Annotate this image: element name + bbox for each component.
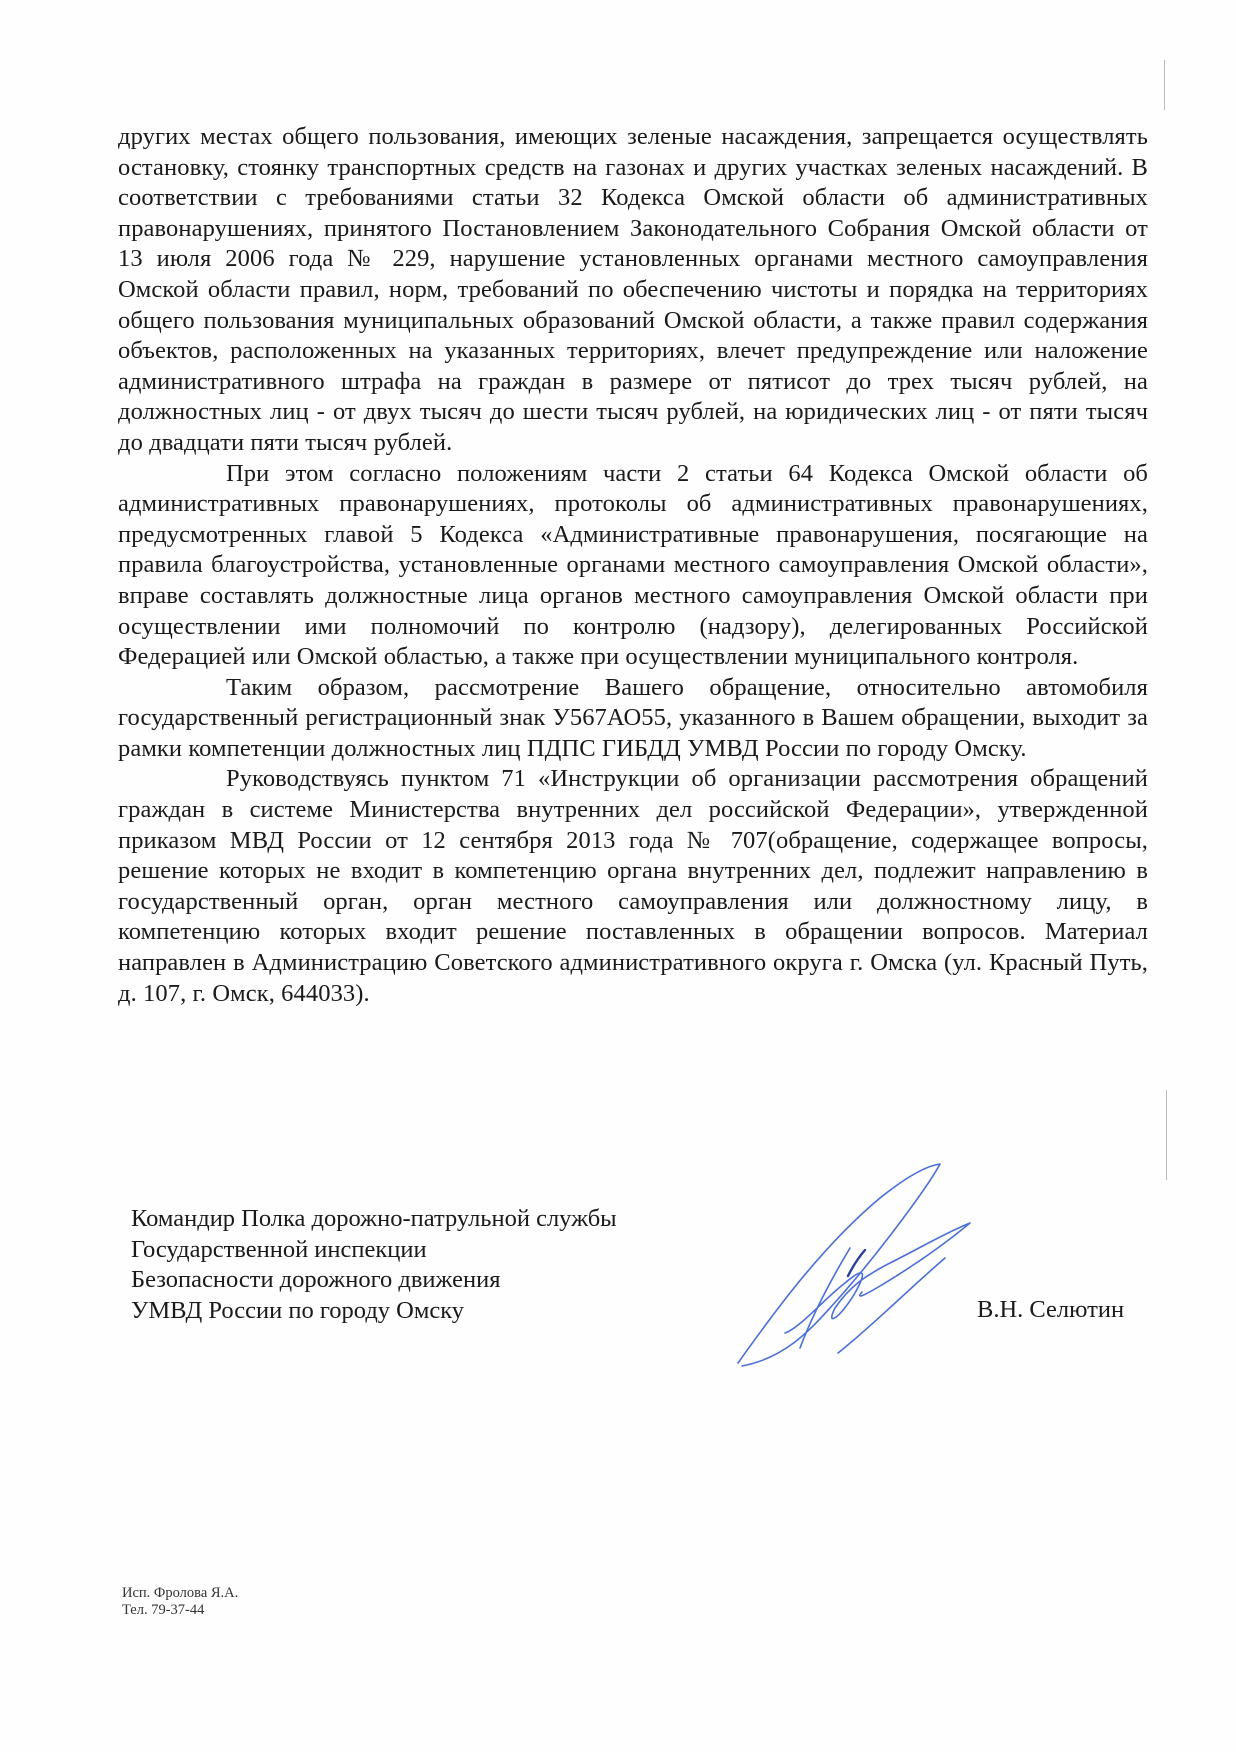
handwritten-signature-icon bbox=[730, 1158, 980, 1378]
executor-info bbox=[122, 1585, 238, 1619]
paragraph-referral: Руководствуясь пунктом 71 «Инструкции об организации рассмотрения обращений граждан в системе Министерства внутренних дел российской Федерации», утвержденной приказом МВД России от 12 сентября 2013 года № 707(обращение, содержащее вопросы, решение которых не входит в компетенцию органа внутренних дел, подлежит направлению в государственный орган, орган местного самоуправления или должностному лицу, в компетенцию которых входит решение поставленных в обращении вопросов. Материал направлен в Администрацию Советского административного округа г. Омска (ул. Красный Путь, д. 107, г. Омск, 644033). bbox=[118, 765, 1148, 1007]
position-line: Государственной инспекции bbox=[131, 1235, 427, 1263]
position-line: Командир Полка дорожно-патрульной службы bbox=[131, 1205, 617, 1232]
paragraph-conclusion: Таким образом, рассмотрение Вашего обращение, относительно автомобиля государственный регистрационный знак У567АО55, указанного в Вашем обращении, выходит за рамки компетенции должностных лиц ПДПС ГИБДД УМВД России по городу Омску. bbox=[118, 673, 1148, 762]
position-line: УМВД России по городу Омску bbox=[131, 1296, 465, 1324]
scan-artifact bbox=[1166, 1090, 1167, 1180]
executor-phone: Тел. 79-37-44 bbox=[122, 1602, 205, 1618]
scan-artifact bbox=[1164, 60, 1165, 110]
position-line: Безопасности дорожного движения bbox=[131, 1266, 501, 1294]
paragraph-protocol-authority: При этом согласно положениям части 2 статьи 64 Кодекса Омской области об административных правонарушениях, протоколы об административных правонарушениях, предусмотренных главой 5 Кодекса «Административные правонарушения, посягающие на правила благоустройства, установленные органами местного самоуправления Омской области», вправе составлять должностные лица органов местного самоуправления Омской области при осуществлении ими полномочий по контролю (надзору), делегированных Российской Федерацией или Омской областью, а также при осуществлении муниципального контроля. bbox=[118, 459, 1148, 671]
paragraph-regulations: других местах общего пользования, имеющих зеленые насаждения, запрещается осуществлять остановку, стоянку транспортных средств на газонах и других участках зеленых насаждений. В соответствии с требованиями статьи 32 Кодекса Омской области об административных правонарушениях, принятого Постановлением Законодательного Собрания Омской области от 13 июля 2006 года № 229, нарушение установленных органами местного самоуправления Омской области правил, норм, требований по обеспечению чистоты и порядка на территориях общего пользования муниципальных образований Омской области, а также правил содержания объектов, расположенных на указанных территориях, влечет предупреждение или наложение административного штрафа на граждан в размере от пятисот до трех тысяч рублей, на должностных лиц - от двух тысяч до шести тысяч рублей, на юридических лиц - от пяти тысяч до двадцати пяти тысяч рублей. bbox=[118, 123, 1148, 456]
letter-body bbox=[118, 122, 1148, 1009]
signatory-position bbox=[131, 1204, 617, 1326]
signer-name: В.Н. Селютин bbox=[977, 1296, 1125, 1323]
executor-name: Исп. Фролова Я.А. bbox=[122, 1585, 239, 1601]
